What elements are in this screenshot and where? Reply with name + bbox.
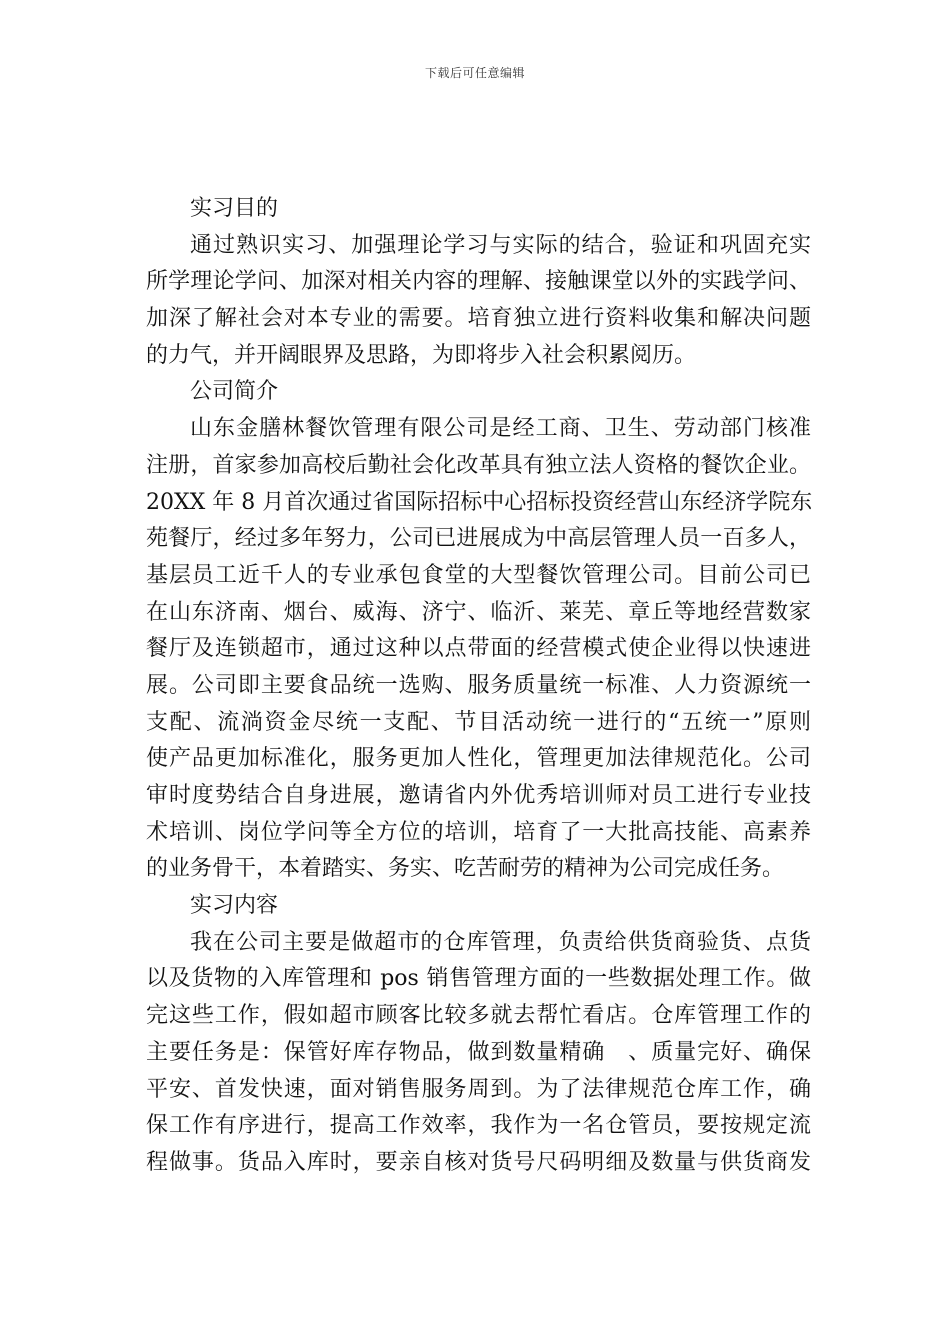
paragraph-line: 基层员工近千人的专业承包食堂的大型餐饮管理公司。目前公司已 bbox=[146, 562, 811, 588]
paragraph-line: 平安、首发快速，面对销售服务周到。为了法律规范仓库工作，确 bbox=[146, 1076, 811, 1102]
section-heading: 实习目的 bbox=[190, 196, 279, 221]
section-internship-content bbox=[146, 888, 811, 1182]
paragraph-line: 我在公司主要是做超市的仓库管理，负责给供货商验货、点货 bbox=[190, 929, 811, 955]
paragraph-line: 支配、流淌资金尽统一支配、节目活动统一进行的“五统一”原则 bbox=[146, 709, 811, 735]
paragraph-line: 主要任务是：保管好库存物品，做到数量精确 、质量完好、确保 bbox=[146, 1039, 811, 1065]
paragraph-line: 通过熟识实习、加强理论学习与实际的结合，验证和巩固充实 bbox=[190, 232, 811, 258]
paragraph-line: 的力气，并开阔眼界及思路，为即将步入社会积累阅历。 bbox=[146, 342, 697, 368]
paragraph-line: 以及货物的入库管理和 pos 销售管理方面的一些数据处理工作。做 bbox=[146, 966, 811, 992]
paragraph-line: 苑餐厅，经过多年努力，公司已进展成为中高层管理人员一百多人， bbox=[146, 526, 811, 552]
paragraph-line: 使产品更加标准化，服务更加人性化，管理更加法律规范化。公司 bbox=[146, 746, 811, 772]
paragraph-line: 注册，首家参加高校后勤社会化改革具有独立法人资格的餐饮企业。 bbox=[146, 452, 811, 478]
section-heading: 实习内容 bbox=[190, 893, 279, 919]
document-body bbox=[146, 191, 811, 1182]
paragraph-line: 术培训、岗位学问等全方位的培训，培育了一大批高技能、高素养 bbox=[146, 819, 811, 845]
paragraph-line: 展。公司即主要食品统一选购、服务质量统一标准、人力资源统一 bbox=[146, 672, 811, 698]
page-header-note: 下载后可任意编辑 bbox=[424, 66, 525, 80]
paragraph-line: 保工作有序进行，提高工作效率，我作为一名仓管员，要按规定流 bbox=[146, 1113, 811, 1139]
paragraph-line: 的业务骨干，本着踏实、务实、吃苦耐劳的精神为公司完成任务。 bbox=[146, 856, 785, 882]
paragraph-line: 程做事。货品入库时，要亲自核对货号尺码明细及数量与供货商发 bbox=[146, 1149, 811, 1175]
paragraph-line: 餐厅及连锁超市，通过这种以点带面的经营模式使企业得以快速进 bbox=[146, 636, 811, 662]
paragraph-line: 山东金膳林餐饮管理有限公司是经工商、卫生、劳动部门核准 bbox=[190, 416, 811, 442]
section-heading: 公司简介 bbox=[190, 379, 279, 405]
paragraph-line: 在山东济南、烟台、威海、济宁、临沂、莱芜、章丘等地经营数家 bbox=[146, 599, 811, 625]
paragraph-line: 完这些工作，假如超市顾客比较多就去帮忙看店。仓库管理工作的 bbox=[146, 1003, 811, 1029]
paragraph-line: 审时度势结合自身进展，邀请省内外优秀培训师对员工进行专业技 bbox=[146, 783, 811, 808]
paragraph-line: 所学理论学问、加深对相关内容的理解、接触课堂以外的实践学问、 bbox=[146, 269, 811, 295]
section-purpose bbox=[146, 191, 811, 374]
section-company-intro bbox=[146, 374, 811, 888]
paragraph-line: 20XX 年 8 月首次通过省国际招标中心招标投资经营山东经济学院东 bbox=[146, 489, 813, 515]
paragraph-line: 加深了解社会对本专业的需要。培育独立进行资料收集和解决问题 bbox=[146, 306, 811, 332]
